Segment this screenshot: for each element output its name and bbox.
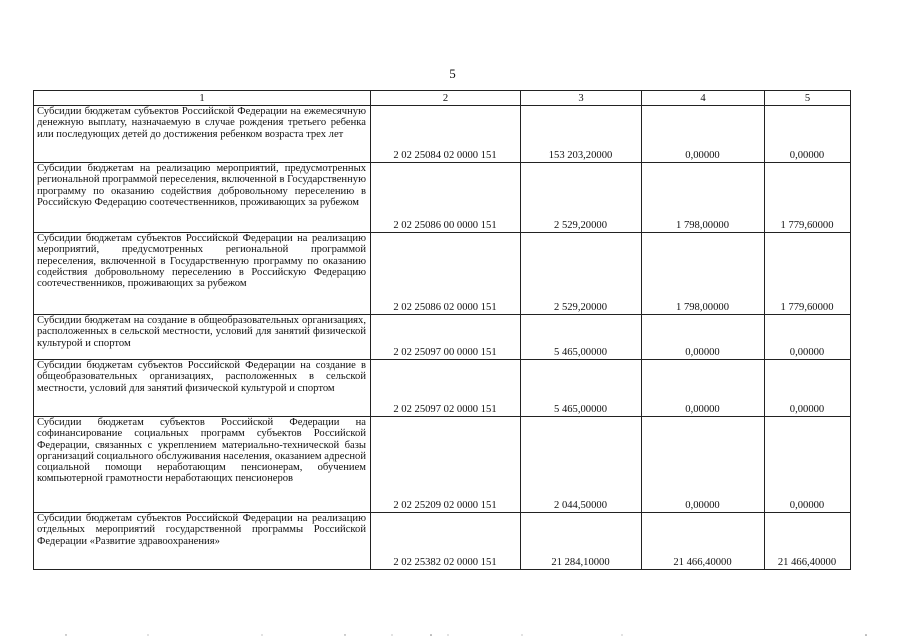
table-row bbox=[34, 106, 851, 163]
row-description: Субсидии бюджетам субъектов Российской Федерации на реализацию мероприятий, предусмотренных региональной программой переселения, включенной в Государственную программу по оказанию содействия добровольному переселению в Российскую Федерацию соотечественников, проживающих за рубежом bbox=[34, 233, 371, 315]
row-code: 2 02 25382 02 0000 151 bbox=[371, 513, 521, 570]
table-row bbox=[34, 233, 851, 315]
row-value-col3: 153 203,20000 bbox=[521, 106, 642, 163]
table-row bbox=[34, 315, 851, 360]
table-row bbox=[34, 163, 851, 233]
row-value-col3: 21 284,10000 bbox=[521, 513, 642, 570]
budget-table bbox=[33, 90, 851, 570]
row-value-col5: 0,00000 bbox=[765, 360, 851, 417]
row-description: Субсидии бюджетам на создание в общеобразовательных организациях, расположенных в сельской местности, условий для занятий физической культурой и спортом bbox=[34, 315, 371, 360]
row-description: Субсидии бюджетам субъектов Российской Федерации на ежемесячную денежную выплату, назначаемую в случае рождения третьего ребенка или последующих детей до достижения ребенком возраста трех лет bbox=[34, 106, 371, 163]
row-value-col3: 2 529,20000 bbox=[521, 233, 642, 315]
row-value-col3: 2 044,50000 bbox=[521, 417, 642, 513]
row-code: 2 02 25097 02 0000 151 bbox=[371, 360, 521, 417]
header-col-4: 4 bbox=[642, 91, 765, 106]
row-code: 2 02 25097 00 0000 151 bbox=[371, 315, 521, 360]
row-value-col4: 0,00000 bbox=[642, 360, 765, 417]
header-col-5: 5 bbox=[765, 91, 851, 106]
row-value-col5: 0,00000 bbox=[765, 315, 851, 360]
table-row bbox=[34, 417, 851, 513]
header-row bbox=[34, 91, 851, 106]
row-value-col5: 21 466,40000 bbox=[765, 513, 851, 570]
row-value-col4: 0,00000 bbox=[642, 417, 765, 513]
row-value-col4: 21 466,40000 bbox=[642, 513, 765, 570]
row-value-col5: 0,00000 bbox=[765, 106, 851, 163]
row-value-col5: 1 779,60000 bbox=[765, 233, 851, 315]
row-value-col5: 1 779,60000 bbox=[765, 163, 851, 233]
header-col-3: 3 bbox=[521, 91, 642, 106]
header-col-1: 1 bbox=[34, 91, 371, 106]
row-value-col3: 2 529,20000 bbox=[521, 163, 642, 233]
row-value-col5: 0,00000 bbox=[765, 417, 851, 513]
row-code: 2 02 25084 02 0000 151 bbox=[371, 106, 521, 163]
row-code: 2 02 25086 00 0000 151 bbox=[371, 163, 521, 233]
scan-artifact-marks bbox=[0, 632, 905, 638]
row-value-col4: 1 798,00000 bbox=[642, 233, 765, 315]
table-row bbox=[34, 513, 851, 570]
row-value-col4: 0,00000 bbox=[642, 106, 765, 163]
row-value-col3: 5 465,00000 bbox=[521, 315, 642, 360]
row-code: 2 02 25209 02 0000 151 bbox=[371, 417, 521, 513]
page-number: 5 bbox=[449, 66, 456, 81]
row-value-col4: 1 798,00000 bbox=[642, 163, 765, 233]
row-description: Субсидии бюджетам субъектов Российской Федерации на реализацию отдельных мероприятий государственной программы Российской Федерации «Развитие здравоохранения» bbox=[34, 513, 371, 570]
row-value-col3: 5 465,00000 bbox=[521, 360, 642, 417]
row-value-col4: 0,00000 bbox=[642, 315, 765, 360]
row-description: Субсидии бюджетам на реализацию мероприятий, предусмотренных региональной программой переселения, включенной в Государственную программу по оказанию содействия добровольному переселению в Российскую Федерацию соотечественников, проживающих за рубежом bbox=[34, 163, 371, 233]
table-row bbox=[34, 360, 851, 417]
row-description: Субсидии бюджетам субъектов Российской Федерации на создание в общеобразовательных организациях, расположенных в сельской местности, условий для занятий физической культурой и спортом bbox=[34, 360, 371, 417]
header-col-2: 2 bbox=[371, 91, 521, 106]
row-code: 2 02 25086 02 0000 151 bbox=[371, 233, 521, 315]
row-description: Субсидии бюджетам субъектов Российской Федерации на софинансирование социальных программ субъектов Российской Федерации, связанных с укреплением материально-технической базы организаций социального обслуживания населения, оказанием адресной социальной помощи неработающим пенсионерам, обучением компьютерной грамотности неработающих пенсионеров bbox=[34, 417, 371, 513]
